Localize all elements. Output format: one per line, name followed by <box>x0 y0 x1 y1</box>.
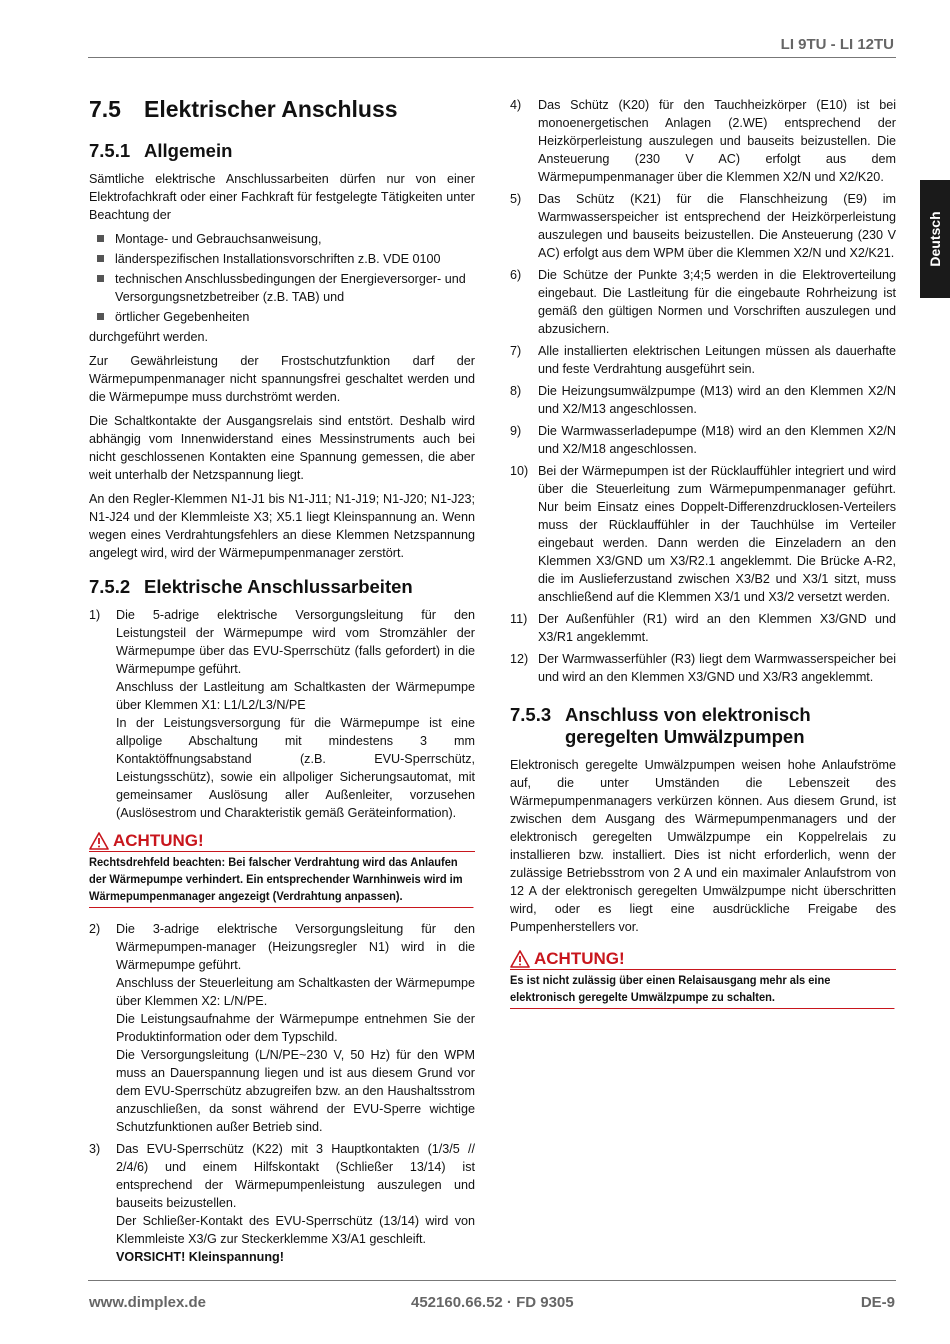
paragraph: An den Regler-Klemmen N1-J1 bis N1-J11; N1-J19; N1-J20; N1-J23; N1-J24 und der Klemmleiste X3; X5.1 liegt Kleinspannung an. Wenn wegen eines Verdrahtungsfehlers an diese Klemmen Netzspannung angelegt wird, wird der Wärmepumpenmanager zerstört. <box>89 492 475 560</box>
list-item: örtlicher Gegebenheiten <box>89 308 475 326</box>
list-item <box>510 190 896 262</box>
item-text: Das Schütz (K21) für die Flanschheizung (E9) im Warmwasserspeicher ist entsprechend der Heizkörperleistung auszulegen und bauseits beizustellen. Die Ansteuerung (230 V AC) erfolgt aus dem WPM über die Klemmen X2/N und X2/K21. <box>538 192 896 260</box>
list-item <box>510 422 896 458</box>
list-item <box>510 342 896 378</box>
list-item <box>510 610 896 646</box>
footer-divider <box>88 1280 896 1281</box>
list-item <box>89 606 475 822</box>
footer-website: www.dimplex.de <box>89 1294 206 1311</box>
bullet-list <box>89 230 475 326</box>
item-number: 12) <box>510 652 529 666</box>
item-text: Das EVU-Sperrschütz (K22) mit 3 Hauptkontakten (1/3/5 // 2/4/6) und einem Hilfskontakt (Schließer 13/14) ist entsprechend der Wärmepumpenleistung auszulegen und bauseits beizustellen. <box>116 1142 475 1210</box>
item-number: 8) <box>510 384 522 398</box>
warning-header <box>510 950 896 970</box>
paragraph: Sämtliche elektrische Anschlussarbeiten dürfen nur von einer Elektrofachkraft oder einer Fachkraft für festgelegte Tätigkeiten unter Beachtung der <box>89 172 475 222</box>
item-text: Anschluss der Steuerleitung am Schaltkasten der Wärmepumpe über Klemmen X2: L/N/PE. <box>116 976 475 1008</box>
footer-docnum: 452160.66.52 · FD 9305 <box>411 1294 574 1311</box>
numbered-list <box>510 96 896 686</box>
item-number: 6) <box>510 268 522 282</box>
left-column <box>89 92 475 1270</box>
list-item <box>510 382 896 418</box>
item-number: 10) <box>510 464 529 478</box>
section-heading-7-5: 7.5 Elektrischer Anschluss <box>89 96 398 122</box>
list-item <box>510 266 896 338</box>
section-heading-7-5-1: 7.5.1 Allgemein <box>89 140 233 161</box>
warning-header <box>89 832 475 852</box>
list-item: länderspezifischen Installationsvorschriften z.B. VDE 0100 <box>89 250 475 268</box>
item-text: Der Außenfühler (R1) wird an den Klemmen X3/GND und X3/R1 angeklemmt. <box>538 612 896 644</box>
warning-title: ACHTUNG! <box>113 831 204 850</box>
paragraph: Zur Gewährleistung der Frostschutzfunktion darf der Wärmepumpenmanager nicht spannungsfrei geschaltet werden und die Wärmepumpe muss durchströmt werden. <box>89 354 475 404</box>
numbered-list <box>89 606 475 822</box>
paragraph: durchgeführt werden. <box>89 330 209 344</box>
numbered-list <box>89 920 475 1266</box>
caution-text: VORSICHT! Kleinspannung! <box>116 1250 284 1264</box>
list-item: technischen Anschlussbedingungen der Energieversorger- und Versorgungsnetzbetreiber (z.B. TAB) und <box>89 270 475 306</box>
item-number: 3) <box>89 1142 101 1156</box>
item-text: Die Leistungsaufnahme der Wärmepumpe entnehmen Sie der Produktinformation oder dem Typschild. <box>116 1012 475 1044</box>
item-text: Die Schütze der Punkte 3;4;5 werden in die Elektroverteilung eingebaut. Die Lastleitung für die eingebaute Rohrheizung ist gemäß den gültigen Normen und Vorschriften auszulegen und abzusichern. <box>538 268 896 336</box>
item-number: 5) <box>510 192 522 206</box>
item-text: Alle installierten elektrischen Leitungen müssen als dauerhafte und feste Verdrahtung ausgeführt sein. <box>538 344 896 376</box>
item-text: Der Schließer-Kontakt des EVU-Sperrschütz (13/14) wird von Klemmleiste X3/G zur Steckerklemme X3/A1 geschleift. <box>116 1214 475 1246</box>
list-item: Montage- und Gebrauchsanweisung, <box>89 230 475 248</box>
warning-box <box>89 832 475 908</box>
item-number: 7) <box>510 344 522 358</box>
item-number: 1) <box>89 608 101 622</box>
header-title: LI 9TU - LI 12TU <box>780 36 894 53</box>
item-text: Die 3-adrige elektrische Versorgungsleitung für den Wärmepumpen-manager (Heizungsregler N1) wird in die Wärmepumpe geführt. <box>116 922 475 972</box>
paragraph: Elektronisch geregelte Umwälzpumpen weisen hohe Anlaufströme auf, die unter Umständen die Lebenszeit des Wärmepumpenmanagers verkürzen können. Aus diesem Grund, ist zwischen dem Ausgang des Wärmepumpenmanagers und der elektronisch geregelten Umwälzpumpe ein Koppelrelais zu installieren bzw. installiert. Dies ist nicht erforderlich, wenn der zulässige Betriebsstrom von 2 A und ein maximaler Anlaufstrom von 12 A der elektronisch geregelten Umwälzpumpe nicht überschritten wird, oder es liegt eine ausdrückliche Freigabe des Pumpenherstellers vor. <box>510 758 896 934</box>
list-item <box>510 650 896 686</box>
item-text: Bei der Wärmepumpen ist der Rücklauffühler integriert und wird über die Steuerleitung zum Wärmepumpenmanager geführt. Nur beim Einsatz eines Doppelt-Differenzdrucklosen-Verteilers muss der Rücklauffühler in der Tauchhülse im Verteiler eingebaut werden. Dann werden die Einzeladern an den Klemmen X3/GND um X3/R2.1 angeklemmt. Die Brücke A-R2, die im Auslieferzustand zwischen X3/B2 und X3/1 sitzt, muss anschließend auf die Klemmen X3/1 und X3/2 versetzt werden. <box>538 464 896 604</box>
item-text: Die Versorgungsleitung (L/N/PE~230 V, 50 Hz) für den WPM muss an Dauerspannung liegen und ist aus diesem Grund vor dem EVU-Sperrschütz abzugreifen bzw. an den Haushaltsstrom anzuschließen, da sonst während der EVU-Sperre wichtige Schutzfunktionen außer Betrieb sind. <box>116 1048 475 1134</box>
warning-triangle-icon <box>89 832 109 850</box>
list-item <box>89 1140 475 1266</box>
right-column <box>510 96 896 1021</box>
language-tab <box>920 180 950 298</box>
list-item <box>510 462 896 606</box>
item-text: Der Warmwasserfühler (R3) liegt dem Warmwasserspeicher bei und wird an den Klemmen X3/GND und X3/R3 angeklemmt. <box>538 652 896 684</box>
item-text: Anschluss der Lastleitung am Schaltkasten der Wärmepumpe über Klemmen X1: L1/L2/L3/N/PE <box>116 680 475 712</box>
item-number: 2) <box>89 922 101 936</box>
item-text: Die Warmwasserladepumpe (M18) wird an den Klemmen X2/N und X2/M18 angeschlossen. <box>538 424 896 456</box>
item-number: 4) <box>510 98 522 112</box>
item-number: 9) <box>510 424 522 438</box>
item-text: In der Leistungsversorgung für die Wärmepumpe ist eine allpolige Abschaltung mit mindestens 3 mm Kontaktöffnungsabstand (z.B. EVU-Sperrschütz, Leistungsschütz), sowie ein allpoliger Sicherungsautomat, mit gemeinsamer Auslösung aller Außenleiter, vorzusehen (Auslösestrom und Charakteristik gemäß Geräteinformation). <box>116 716 475 820</box>
list-item <box>510 96 896 186</box>
section-heading-7-5-2: 7.5.2 Elektrische Anschlussarbeiten <box>89 576 413 597</box>
section-heading-7-5-3: 7.5.3 Anschluss von elektronisch geregelten Umwälzpumpen <box>510 704 811 747</box>
item-number: 11) <box>510 612 528 626</box>
header-divider <box>88 57 896 58</box>
warning-triangle-icon <box>510 950 530 968</box>
list-item <box>89 920 475 1136</box>
paragraph: Die Schaltkontakte der Ausgangsrelais sind entstört. Deshalb wird abhängig vom Innenwiderstand eines Messinstruments auch bei nicht geschlossenen Kontakten eine Spannung gemessen, die aber weit unterhalb der Netzspannung liegt. <box>89 414 475 482</box>
language-tab-label: Deutsch <box>927 211 943 267</box>
warning-text: Es ist nicht zulässig über einen Relaisausgang mehr als eine elektronisch geregelte Umwälzpumpe zu schalten. <box>510 970 895 1009</box>
warning-text: Rechtsdrehfeld beachten: Bei falscher Verdrahtung wird das Anlaufen der Wärmepumpe verhindert. Ein entsprechender Warnhinweis wird im Wärmepumpenmanager angezeigt (Verdrahtung anpassen). <box>89 852 474 908</box>
item-text: Die Heizungsumwälzpumpe (M13) wird an den Klemmen X2/N und X2/M13 angeschlossen. <box>538 384 896 416</box>
item-text: Die 5-adrige elektrische Versorgungsleitung für den Leistungsteil der Wärmepumpe wird vom Stromzähler der Wärmepumpe über das EVU-Sperrschütz (falls gefordert) in die Wärmepumpe geführt. <box>116 608 475 676</box>
warning-box <box>510 950 896 1009</box>
footer-page-number: DE-9 <box>860 1294 895 1311</box>
warning-title: ACHTUNG! <box>534 949 625 968</box>
item-text: Das Schütz (K20) für den Tauchheizkörper (E10) ist bei monoenergetischen Anlagen (2.WE) entsprechend der Heizkörperleistung auszulegen und bauseits beizustellen. Die Ansteuerung (230 V AC) erfolgt aus dem Wärmepumpenmanager über die Klemmen X2/N und X2/K20. <box>538 98 896 184</box>
